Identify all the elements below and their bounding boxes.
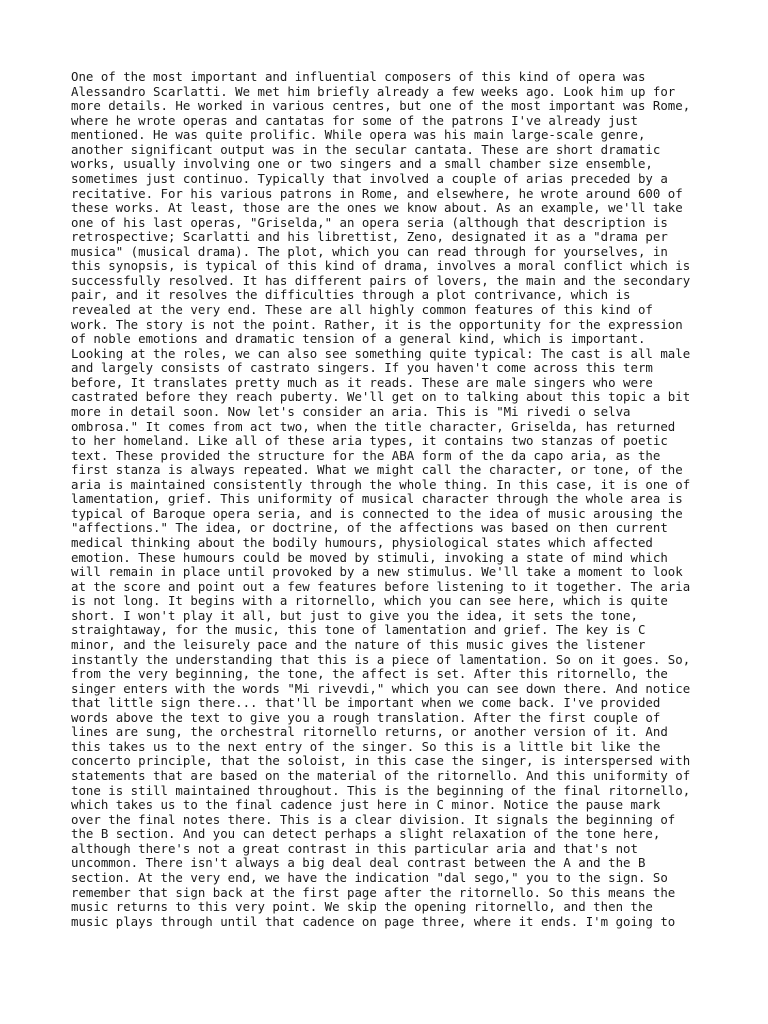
- text-line: tone is still maintained throughout. This is the beginning of the final ritornello,: [71, 782, 691, 798]
- text-line: revealed at the very end. These are all highly common features of this kind of: [71, 302, 653, 317]
- text-line: of noble emotions and dramatic tension of a general kind, which is important.: [71, 331, 646, 347]
- text-line: which takes us to the final cadence just here in C minor. Notice the pause mark: [71, 797, 661, 813]
- text-line: Looking at the roles, we can also see something quite typical: The cast is all male: [71, 345, 691, 361]
- text-line: music returns to this very point. We skip the opening ritornello, and then the: [71, 899, 653, 915]
- text-line: castrated before they reach puberty. We'll get on to talking about this topic a bit: [71, 389, 691, 405]
- text-line: the B section. And you can detect perhaps a slight relaxation of the tone here,: [71, 826, 661, 842]
- text-line: remember that sign back at the first page after the ritornello. So this means the: [71, 884, 676, 900]
- text-line: successfully resolved. It has different pairs of lovers, the main and the secondary: [71, 272, 691, 288]
- text-line: sometimes just continuo. Typically that involved a couple of arias preceded by a: [71, 170, 668, 186]
- text-line: more in detail soon. Now let's consider an aria. This is "Mi rivedi o selva: [71, 403, 631, 419]
- text-line: recitative. For his various patrons in Rome, and elsewhere, he wrote around 600 of: [71, 185, 683, 201]
- text-line: short. I won't play it all, but just to give you the idea, it sets the tone,: [71, 607, 638, 623]
- text-line: Alessandro Scarlatti. We met him briefly already a few weeks ago. Look him up for: [71, 83, 676, 99]
- text-line: before, It translates pretty much as it reads. These are male singers who were: [71, 374, 653, 390]
- text-line: is not long. It begins with a ritornello, which you can see here, which is quite: [71, 593, 668, 609]
- text-line: words above the text to give you a rough translation. After the first couple of: [71, 709, 661, 725]
- text-line: this takes us to the next entry of the singer. So this is a little bit like the: [71, 738, 661, 754]
- text-line: work. The story is not the point. Rather, it is the opportunity for the expression: [71, 316, 683, 332]
- text-line: typical of Baroque opera seria, and is connected to the idea of music arousing the: [71, 505, 683, 521]
- text-line: aria is maintained consistently through the whole thing. In this case, it is one of: [71, 476, 691, 492]
- text-line: concerto principle, that the soloist, in this case the singer, is interspersed with: [71, 753, 691, 769]
- text-line: will remain in place until provoked by a new stimulus. We'll take a moment to look: [71, 564, 683, 580]
- text-line: these works. At least, those are the ones we know about. As an example, we'll take: [71, 200, 683, 216]
- text-line: that little sign there... that'll be important when we come back. I've provided: [71, 695, 661, 711]
- text-line: although there's not a great contrast in this particular aria and that's not: [71, 840, 638, 856]
- text-line: this synopsis, is typical of this kind of drama, involves a moral conflict which is: [71, 258, 691, 274]
- text-line: singer enters with the words "Mi rivevdi," which you can see down there. And notice: [71, 680, 691, 696]
- text-line: more details. He worked in various centres, but one of the most important was Rome,: [71, 98, 691, 114]
- text-line: straightaway, for the music, this tone of lamentation and grief. The key is C: [71, 622, 646, 638]
- text-line: first stanza is always repeated. What we might call the character, or tone, of the: [71, 462, 683, 478]
- text-line: "affections." The idea, or doctrine, of the affections was based on then current: [71, 520, 668, 536]
- text-line: one of his last operas, "Griselda," an opera seria (although that description is: [71, 214, 668, 230]
- text-line: works, usually involving one or two singers and a small chamber size ensemble,: [71, 156, 653, 172]
- text-line: uncommon. There isn't always a big deal deal contrast between the A and the B: [71, 855, 646, 871]
- text-line: ombrosa." It comes from act two, when the title character, Griselda, has returned: [71, 418, 676, 434]
- text-line: medical thinking about the bodily humours, physiological states which affected: [71, 535, 653, 550]
- text-line: lamentation, grief. This uniformity of musical character through the whole area is: [71, 491, 683, 507]
- text-line: where he wrote operas and cantatas for some of the patrons I've already just: [71, 112, 638, 128]
- text-line: minor, and the leisurely pace and the nature of this music gives the listener: [71, 636, 646, 652]
- text-line: over the final notes there. This is a clear division. It signals the beginning of: [71, 811, 676, 827]
- text-line: section. At the very end, we have the indication "dal sego," you to the sign. So: [71, 869, 668, 885]
- text-line: and largely consists of castrato singers. If you haven't come across this term: [71, 360, 653, 376]
- text-line: mentioned. He was quite prolific. While opera was his main large-scale genre,: [71, 127, 646, 143]
- text-line: musica" (musical drama). The plot, which you can read through for yourselves, in: [71, 243, 668, 259]
- text-line: text. These provided the structure for the ABA form of the da capo aria, as the: [71, 447, 661, 463]
- text-line: lines are sung, the orchestral ritornello returns, or another version of it. And: [71, 724, 668, 740]
- text-line: music plays through until that cadence on page three, where it ends. I'm going to: [71, 913, 676, 929]
- text-line: from the very beginning, the tone, the affect is set. After this ritornello, the: [71, 666, 668, 682]
- text-line: at the score and point out a few features before listening to it together. The aria: [71, 578, 691, 594]
- text-line: retrospective; Scarlatti and his librettist, Zeno, designated it as a "drama per: [71, 229, 668, 245]
- body-text: [71, 70, 711, 929]
- text-line: emotion. These humours could be moved by stimuli, invoking a state of mind which: [71, 549, 668, 565]
- text-line: statements that are based on the material of the ritornello. And this uniformity of: [71, 768, 691, 783]
- text-line: to her homeland. Like all of these aria types, it contains two stanzas of poetic: [71, 433, 668, 449]
- text-line: another significant output was in the secular cantata. These are short dramatic: [71, 141, 661, 157]
- text-line: instantly the understanding that this is a piece of lamentation. So on it goes. So,: [71, 651, 691, 667]
- text-line: One of the most important and influential composers of this kind of opera was: [71, 69, 646, 84]
- text-line: pair, and it resolves the difficulties through a plot contrivance, which is: [71, 287, 631, 303]
